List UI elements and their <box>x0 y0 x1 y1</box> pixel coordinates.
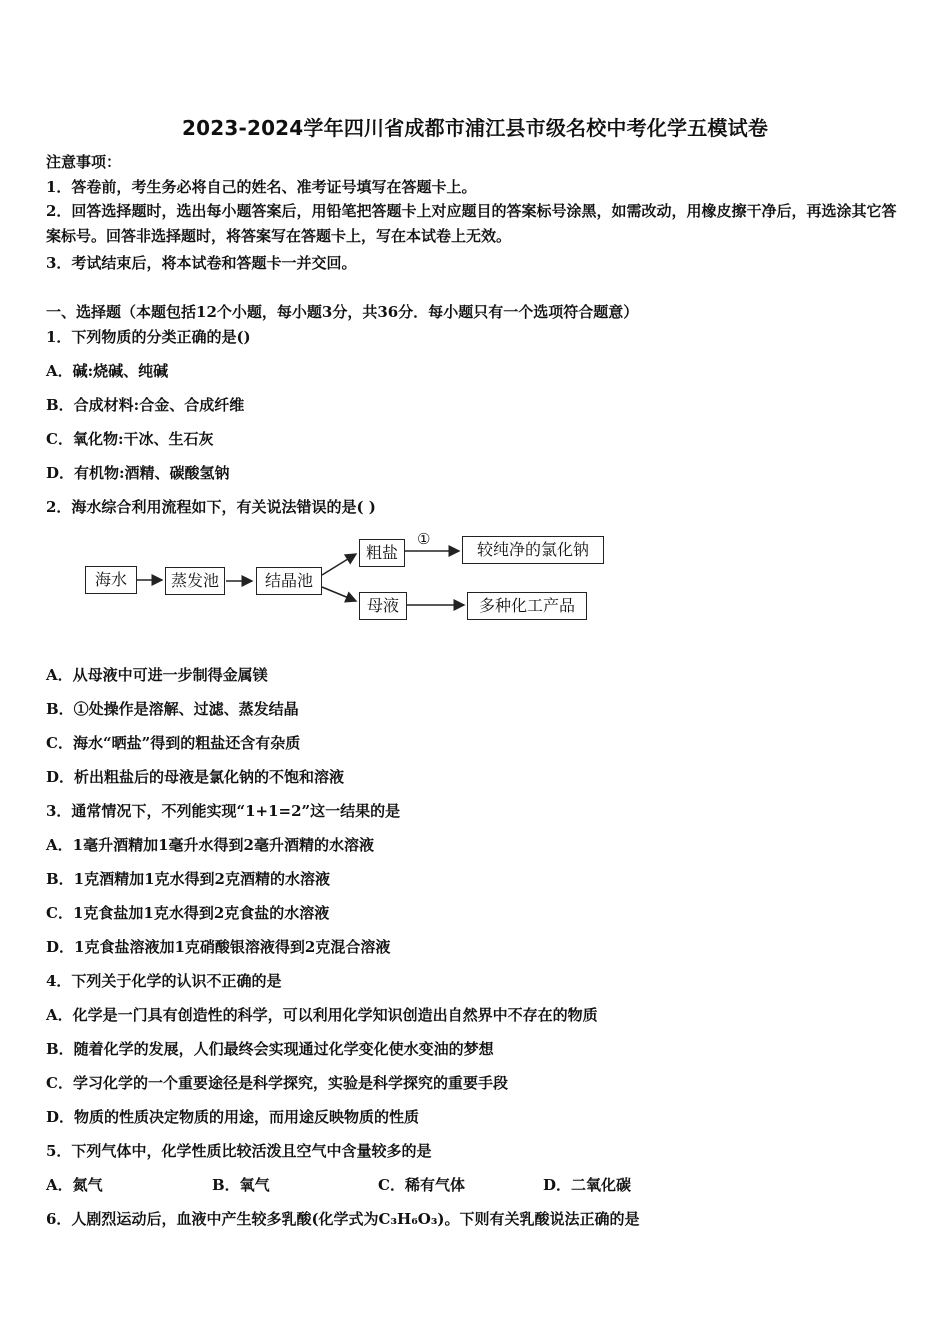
q3-option-b: B．1克酒精加1克水得到2克酒精的水溶液 <box>46 870 330 888</box>
q2-option-a: A．从母液中可进一步制得金属镁 <box>46 666 268 684</box>
arrow-crystallization-crude-salt <box>322 554 356 575</box>
q3-stem: 3．通常情况下，不列能实现“1+1=2”这一结果的是 <box>46 802 401 820</box>
node-pure-sodium-chloride: 较纯净的氯化钠 <box>462 536 604 564</box>
q3-option-d: D．1克食盐溶液加1克硝酸银溶液得到2克混合溶液 <box>46 938 391 956</box>
section-heading: 一、选择题（本题包括12个小题，每小题3分，共36分．每小题只有一个选项符合题意） <box>46 303 639 321</box>
notice-item-1: 1．答卷前，考生务必将自己的姓名、准考证号填写在答题卡上。 <box>46 178 477 196</box>
page-title: 2023-2024学年四川省成都市浦江县市级名校中考化学五模试卷 <box>181 116 769 140</box>
q1-option-b: B．合成材料:合金、合成纤维 <box>46 396 245 414</box>
node-seawater: 海水 <box>85 566 137 594</box>
q2-option-b: B．①处操作是溶解、过滤、蒸发结晶 <box>46 700 299 718</box>
node-evaporation-pond: 蒸发池 <box>165 567 225 595</box>
node-crystallization-pond: 结晶池 <box>256 567 322 595</box>
q2-stem: 2．海水综合利用流程如下，有关说法错误的是( ) <box>46 498 376 516</box>
q1-option-c: C．氧化物:干冰、生石灰 <box>46 430 214 448</box>
q5-option-d: D．二氧化碳 <box>543 1176 632 1194</box>
q5-option-b: B．氧气 <box>212 1176 270 1194</box>
q5-stem: 5．下列气体中，化学性质比较活泼且空气中含量较多的是 <box>46 1142 432 1160</box>
notice-item-3: 3．考试结束后，将本试卷和答题卡一并交回。 <box>46 254 357 272</box>
node-crude-salt: 粗盐 <box>359 539 405 567</box>
q5-option-a: A．氮气 <box>46 1176 103 1194</box>
q1-option-d: D．有机物:酒精、碳酸氢钠 <box>46 464 230 482</box>
q4-option-c: C．学习化学的一个重要途径是科学探究，实验是科学探究的重要手段 <box>46 1074 508 1092</box>
arrow-crystallization-mother-liquor <box>322 587 356 601</box>
step-mark-1: ① <box>417 530 431 548</box>
q1-stem: 1．下列物质的分类正确的是() <box>46 328 251 346</box>
node-mother-liquor: 母液 <box>359 592 407 620</box>
q4-option-b: B．随着化学的发展，人们最终会实现通过化学变化使水变油的梦想 <box>46 1040 494 1058</box>
q3-option-a: A．1毫升酒精加1毫升水得到2毫升酒精的水溶液 <box>46 836 374 854</box>
q4-option-a: A．化学是一门具有创造性的科学，可以利用化学知识创造出自然界中不存在的物质 <box>46 1006 598 1024</box>
q3-option-c: C．1克食盐加1克水得到2克食盐的水溶液 <box>46 904 330 922</box>
notice-item-2: 2．回答选择题时，选出每小题答案后，用铅笔把答题卡上对应题目的答案标号涂黑，如需改动，用橡皮擦干净后，再选涂其它答案标号。回答非选择题时，将答案写在答题卡上，写在本试卷上无效。 <box>46 202 897 245</box>
q5-option-c: C．稀有气体 <box>378 1176 465 1194</box>
seawater-flow-diagram <box>80 530 620 630</box>
q4-option-d: D．物质的性质决定物质的用途，而用途反映物质的性质 <box>46 1108 420 1126</box>
q4-stem: 4．下列关于化学的认识不正确的是 <box>46 972 282 990</box>
q2-option-c: C．海水“晒盐”得到的粗盐还含有杂质 <box>46 734 301 752</box>
node-chemical-products: 多种化工产品 <box>467 592 587 620</box>
q1-option-a: A．碱:烧碱、纯碱 <box>46 362 169 380</box>
q2-option-d: D．析出粗盐后的母液是氯化钠的不饱和溶液 <box>46 768 345 786</box>
q6-stem: 6．人剧烈运动后，血液中产生较多乳酸(化学式为C₃H₆O₃)。下则有关乳酸说法正确的是 <box>46 1210 640 1228</box>
notice-heading: 注意事项： <box>46 153 122 171</box>
